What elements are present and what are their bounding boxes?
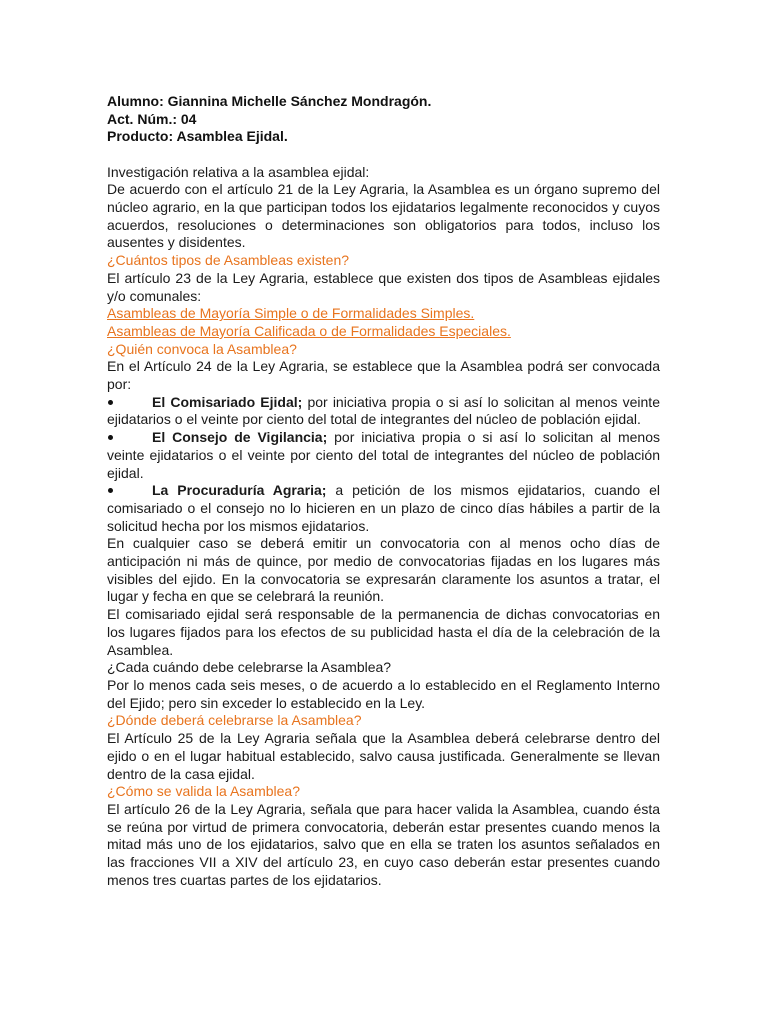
document-body (107, 164, 660, 890)
bullet-procuraduria (107, 482, 660, 535)
bullet-term: La Procuraduría Agraria; (152, 482, 327, 499)
cuando-question: ¿Cada cuándo debe celebrarse la Asamblea? (107, 659, 392, 676)
product-title: Producto: Asamblea Ejidal. (107, 128, 288, 145)
valida-paragraph: El artículo 26 de la Ley Agraria, señala que para hacer valida la Asamblea, cuando ésta se reúna por virtud de primera convocatoria, deberán estar presentes cuando menos la mitad más uno de los ejidatarios, salvo que en ella se traten los asuntos señalados en las fracciones VII a XIV del artículo 23, en cuyo caso deberán estar presentes cuando menos tres cuartas partes de los ejidatarios. (107, 800, 660, 888)
bullet-term: El Consejo de Vigilancia; (152, 429, 328, 446)
intro-paragraph: De acuerdo con el artículo 21 de la Ley Agraria, la Asamblea es un órgano supremo del núcleo agrario, en la que participan todos los ejidatarios legalmente reconocidos y cuyos acuerdos, resoluciones o determinaciones son obligatorios para todos, incluso los ausentes y disidentes. (107, 181, 660, 251)
bullet-text: por iniciativa propia o si así lo solicitan al menos veinte ejidatarios o el veinte por ciento del total de integrantes del núcleo de población ejidal. (107, 393, 660, 428)
bullet-icon (107, 429, 152, 447)
convoca-paragraph: En el Artículo 24 de la Ley Agraria, se establece que la Asamblea podrá ser convocada por: (107, 358, 660, 393)
document-header (107, 93, 660, 146)
intro-heading: Investigación relativa a la asamblea ejidal: (107, 163, 370, 180)
link-mayoria-simple[interactable]: Asambleas de Mayoría Simple o de Formalidades Simples. (107, 305, 475, 322)
donde-question: ¿Dónde deberá celebrarse la Asamblea? (107, 712, 362, 729)
bullet-text: por iniciativa propia o si así lo solicitan al menos veinte ejidatarios o el veinte por ciento del total de integrantes del núcleo de población ejidal. (107, 429, 661, 481)
bullet-icon (107, 482, 152, 500)
convoca-question: ¿Quién convoca la Asamblea? (107, 340, 297, 357)
bullet-icon (107, 394, 152, 412)
student-name: Alumno: Giannina Michelle Sánchez Mondragón. (107, 93, 432, 109)
cuando-paragraph: Por lo menos cada seis meses, o de acuerdo a lo establecido en el Reglamento Interno del Ejido; pero sin exceder lo establecido en la Ley. (107, 677, 660, 711)
donde-paragraph: El Artículo 25 de la Ley Agraria señala que la Asamblea deberá celebrarse dentro del ejido o en el lugar habitual establecido, salvo causa justificada. Generalmente se llevan dentro de la casa ejidal. (107, 730, 660, 782)
bullet-term: El Comisariado Ejidal; (152, 393, 303, 410)
bullet-text: a petición de los mismos ejidatarios, cuando el comisariado o el consejo no lo hicieren en un plazo de cinco días hábiles a partir de la solicitud hecha por los mismos ejidatarios. (107, 482, 660, 534)
bullet-consejo (107, 429, 660, 482)
link-mayoria-calificada[interactable]: Asambleas de Mayoría Calificada o de Formalidades Especiales. (107, 322, 511, 339)
bullet-comisariado (107, 394, 660, 429)
comisariado-paragraph: El comisariado ejidal será responsable de la permanencia de dichas convocatorias en los lugares fijados para los efectos de su publicidad hasta el día de la celebración de la Asamblea. (107, 606, 660, 658)
valida-question: ¿Cómo se valida la Asamblea? (107, 783, 300, 800)
types-question: ¿Cuántos tipos de Asambleas existen? (107, 252, 350, 269)
convocatoria-paragraph: En cualquier caso se deberá emitir un convocatoria con al menos ocho días de anticipación ni más de quince, por medio de convocatorias fijadas en los lugares más visibles del ejido. En la convocatoria se expresarán claramente los asuntos a tratar, el lugar y fecha en que se celebrará la reunión. (107, 535, 660, 605)
activity-number: Act. Núm.: 04 (107, 110, 197, 127)
types-paragraph: El artículo 23 de la Ley Agraria, establece que existen dos tipos de Asambleas ejidales y/o comunales: (107, 269, 660, 304)
